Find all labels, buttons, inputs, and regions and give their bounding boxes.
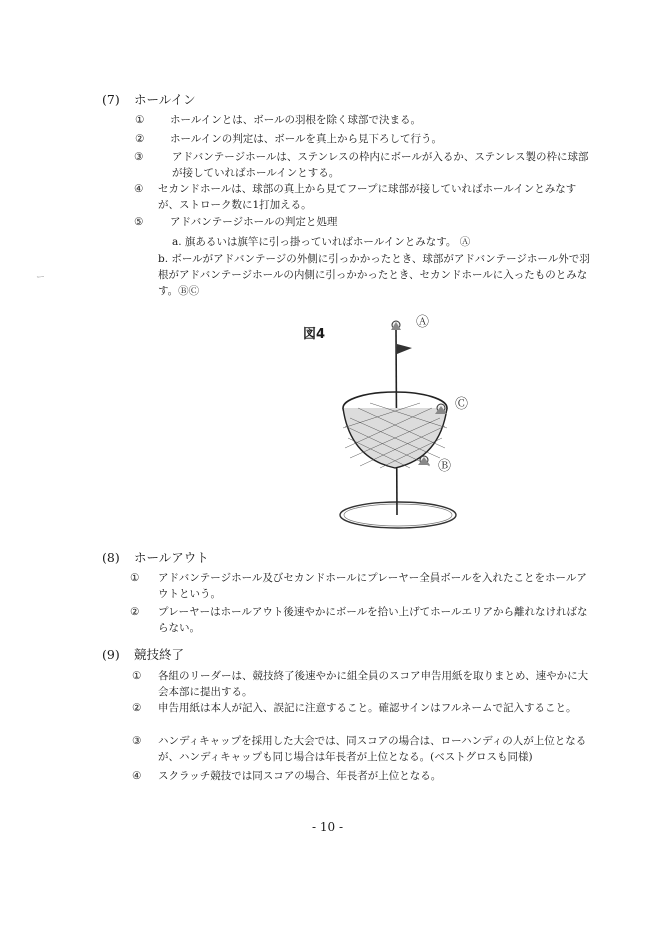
section-9-number: (9) (102, 647, 120, 662)
item-text: 申告用紙は本人が記入、誤記に注意すること。確認サインはフルネームで記入すること。 (158, 702, 577, 714)
section-7-item-3 (134, 149, 590, 181)
callout-c: Ⓒ (455, 397, 469, 412)
item-mark: ① (132, 670, 142, 682)
hoop-drawing (330, 308, 490, 538)
item-text: アドバンテージホール及びセカンドホールにプレーヤー全員ボールを入れたことをホールアウトという。 (158, 572, 587, 600)
item-mark: ② (135, 133, 145, 145)
section-8-number: (8) (102, 550, 120, 565)
section-7-item-5 (134, 214, 590, 230)
section-7-title: ホールイン (134, 92, 196, 107)
item-mark: ① (130, 572, 140, 584)
item-mark: ③ (134, 151, 144, 163)
section-7-subitem-a: a. 旗あるいは旗竿に引っ掛っていればホールインとみなす。 Ⓐ (172, 236, 471, 248)
callout-a: Ⓐ (416, 315, 430, 330)
section-9-item-1 (132, 668, 590, 700)
section-9-item-3 (132, 733, 590, 765)
section-7-subitem-b: b. ボールがアドバンテージの外側に引っかかったとき、球部がアドバンテージホール外で羽根がアドバンテージホールの内側に引っかかったとき、セカンドホールに入ったものとみなす。ⒷⒸ (158, 253, 590, 297)
section-9-item-4 (132, 768, 590, 784)
section-7-heading (102, 90, 196, 108)
item-text: セカンドホールは、球部の真上から見てフープに球部が接していればホールインとみなすが、ストローク数に1打加える。 (158, 183, 577, 211)
item-text: スクラッチ競技では同スコアの場合、年長者が上位となる。 (158, 770, 442, 782)
item-text: ホールインとは、ボールの羽根を除く球部で決まる。 (170, 114, 422, 126)
section-9-item-2 (132, 700, 590, 716)
section-8-heading (102, 548, 209, 566)
item-mark: ② (132, 702, 142, 714)
item-text: ハンディキャップを採用した大会では、同スコアの場合は、ローハンディの人が上位となるが、ハンディキャップも同じ場合は年長者が上位となる。(ベストグロスも同様) (158, 735, 587, 763)
figure-hoop-illustration (330, 308, 490, 542)
section-8-item-1 (130, 570, 590, 602)
stray-mark: ー (36, 273, 46, 283)
section-8-item-2 (130, 604, 590, 636)
section-7-item-2 (135, 131, 590, 147)
item-text: プレーヤーはホールアウト後速やかにボールを拾い上げてホールエリアから離れなければならない。 (158, 606, 588, 634)
item-mark: ④ (132, 770, 142, 782)
section-9-title: 競技終了 (134, 647, 185, 662)
section-7-item-4 (134, 181, 590, 213)
section-7-number: (7) (102, 92, 120, 107)
item-mark: ⑤ (134, 216, 144, 228)
item-mark: ③ (132, 735, 142, 747)
item-mark: ① (135, 114, 145, 126)
item-mark: ② (130, 606, 140, 618)
section-9-heading (102, 645, 184, 663)
item-text: 各組のリーダーは、競技終了後速やかに組全員のスコア申告用紙を取りまとめ、速やかに大会本部に提出する。 (158, 670, 589, 698)
callout-b: Ⓑ (438, 459, 452, 474)
section-7-item-1 (135, 112, 590, 128)
section-8-title: ホールアウト (134, 550, 209, 565)
figure-label: 図4 (303, 327, 326, 342)
item-text: ホールインの判定は、ボールを真上から見下ろして行う。 (170, 133, 443, 145)
item-mark: ④ (134, 183, 144, 195)
item-text: アドバンテージホールは、ステンレスの枠内にボールが入るか、ステンレス製の枠に球部が接していればホールインとする。 (172, 151, 589, 179)
page-number: - 10 - (311, 820, 343, 834)
item-text: アドバンテージホールの判定と処理 (170, 216, 338, 228)
